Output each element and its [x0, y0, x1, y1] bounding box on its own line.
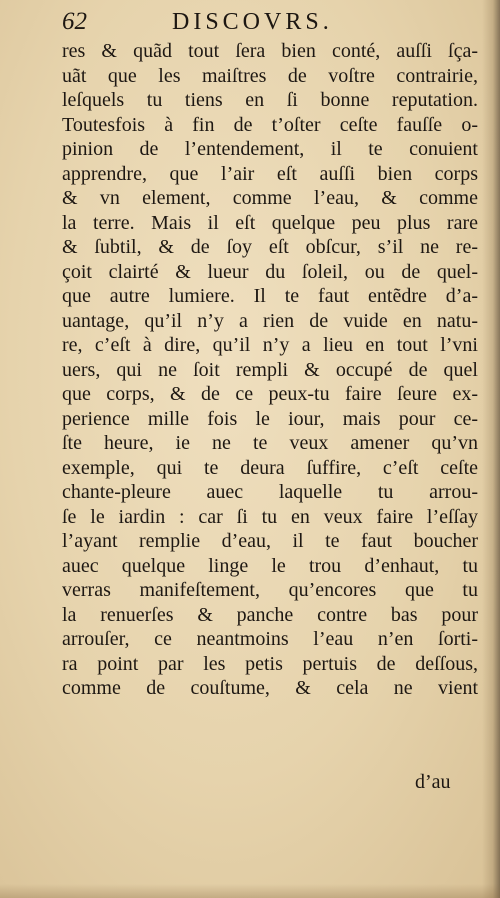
text-line: leſquels tu tiens en ſi bonne reputation. [62, 89, 478, 111]
text-line: la terre. Mais il eſt quelque peu plus rare [62, 211, 478, 234]
page-number: 62 [62, 8, 87, 35]
text-line: Toutesfois à fin de t’oſter ceſte fauſſe o- [62, 113, 478, 136]
text-line: ſte heure, ie ne te veux amener qu’vn [62, 432, 478, 454]
text-line: la renuerſes & panche contre bas pour [62, 603, 478, 626]
text-line: ſe le iardin : car ſi tu en veux faire l’eſſay [62, 505, 478, 528]
text-line: ra point par les petis pertuis de deſſous, [62, 652, 478, 675]
text-line: uãt que les maiſtres de voſtre contrairie, [62, 64, 478, 87]
text-line: apprendre, que l’air eſt auſſi bien corps [62, 162, 478, 185]
text-line: chante-pleure auec laquelle tu arrou- [62, 481, 478, 503]
text-line: uers, qui ne ſoit rempli & occupé de quel [62, 358, 478, 381]
running-head [62, 6, 482, 38]
running-title: DISCOVRS. [172, 9, 333, 35]
text-line: que corps, & de ce peux-tu faire ſeure ex- [62, 383, 478, 405]
text-line: & ſubtil, & de ſoy eſt obſcur, s’il ne re- [62, 236, 478, 258]
text-line: exemple, qui te deura ſuffire, c’eſt ceſte [62, 456, 478, 479]
gutter-shadow [482, 0, 500, 898]
text-line: res & quãd tout ſera bien conté, auſſi ſça- [62, 40, 478, 62]
text-line: uantage, qu’il n’y a rien de vuide en natu- [62, 309, 478, 332]
text-line: que autre lumiere. Il te faut entẽdre d’a- [62, 285, 478, 307]
text-line: re, c’eſt à dire, qu’il n’y a lieu en tout l’vni [62, 334, 478, 356]
text-line: l’ayant remplie d’eau, il te faut boucher [62, 530, 478, 552]
page-bottom-edge [0, 884, 500, 898]
text-line: comme de couſtume, & cela ne vient [62, 677, 478, 699]
text-line: & vn element, comme l’eau, & comme [62, 187, 478, 209]
text-line: auec quelque linge le trou d’enhaut, tu [62, 554, 478, 577]
text-line: çoit clairté & lueur du ſoleil, ou de quel- [62, 260, 478, 283]
text-line: arrouſer, ce neantmoins l’eau n’en ſorti- [62, 628, 478, 650]
text-line: verras manifeſtement, qu’encores que tu [62, 579, 478, 601]
text-line: pinion de l’entendement, il te conuient [62, 138, 478, 160]
text-line: perience mille fois le iour, mais pour ce- [62, 407, 478, 430]
catchword: d’au [415, 771, 451, 793]
body-text [62, 39, 478, 701]
